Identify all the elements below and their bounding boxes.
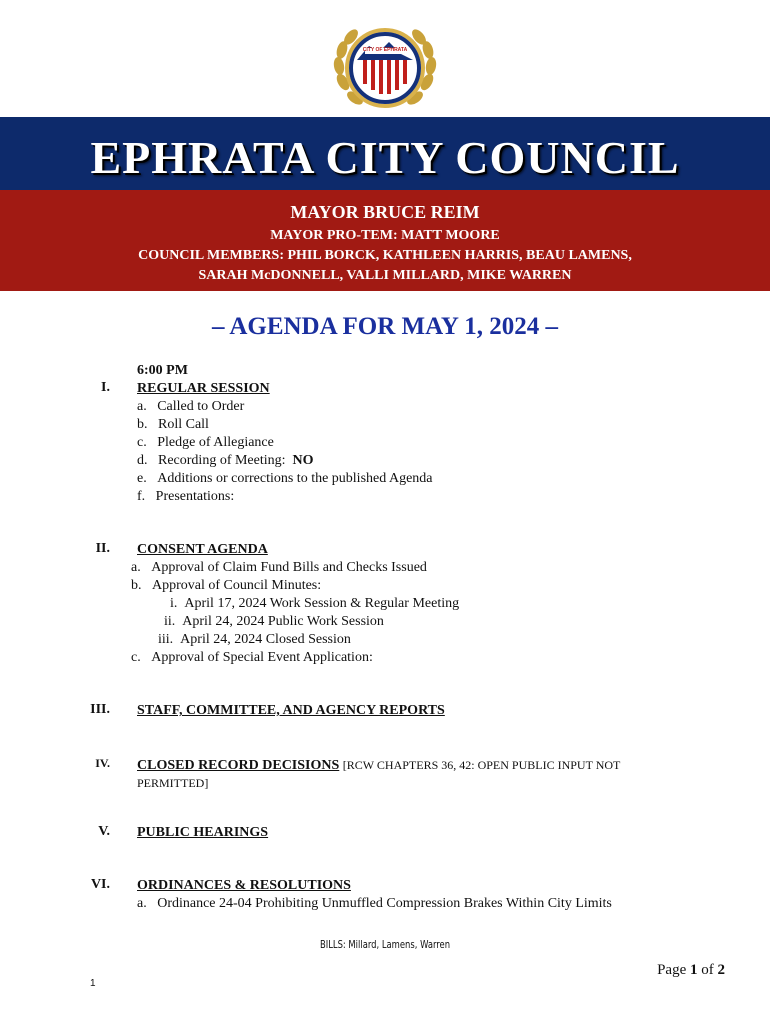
council-members-line-1: COUNCIL MEMBERS: PHIL BORCK, KATHLEEN HARRIS, BEAU LAMENS, [138,248,632,263]
section-heading: CLOSED RECORD DECISIONS [137,758,340,773]
section-heading: REGULAR SESSION [137,381,270,396]
rcw-note: [RCW CHAPTERS 36, 42: OPEN PUBLIC INPUT NOT [342,758,621,772]
page-number: Page 1 of 2 [657,962,725,978]
section-number: III. [90,702,110,717]
title-banner [0,117,770,190]
recording-status: NO [292,453,314,468]
section-number: I. [101,380,110,395]
list-item: b. Approval of Council Minutes: [131,578,322,593]
list-item: a. Ordinance 24-04 Prohibiting Unmuffled Compression Brakes Within City Limits [137,896,612,911]
sub-list-item: ii. April 24, 2024 Public Work Session [164,614,384,629]
section-number: VI. [90,877,110,892]
mayor-pro-tem: MAYOR PRO-TEM: MATT MOORE [270,228,500,243]
council-members-line-2: SARAH McDONNELL, VALLI MILLARD, MIKE WARREN [198,268,572,283]
svg-text:CITY OF EPHRATA: CITY OF EPHRATA [362,47,408,53]
mayor-name: MAYOR BRUCE REIM [290,202,480,222]
section-heading: ORDINANCES & RESOLUTIONS [137,878,351,893]
section-number: V. [98,824,110,839]
section-number: IV. [95,756,110,770]
council-title: EPHRATA CITY COUNCIL [90,132,680,183]
list-item: b. Roll Call [137,417,209,432]
sub-list-item: i. April 17, 2024 Work Session & Regular Meeting [170,596,460,611]
list-item: e. Additions or corrections to the published Agenda [137,471,433,486]
members-banner [0,190,770,291]
list-item: a. Called to Order [137,399,245,414]
section-heading: PUBLIC HEARINGS [137,825,269,840]
agenda-title: – AGENDA FOR MAY 1, 2024 – [211,313,559,340]
list-item: c. Approval of Special Event Application: [131,650,373,665]
session-time: 6:00 PM [137,363,188,378]
list-item: c. Pledge of Allegiance [137,435,274,450]
rcw-note-continued: PERMITTED] [137,776,209,790]
section-heading: STAFF, COMMITTEE, AND AGENCY REPORTS [137,703,445,718]
section-heading: CONSENT AGENDA [137,542,268,557]
bills-note: BILLS: Millard, Lamens, Warren [319,938,451,951]
section-heading-with-note [137,756,620,775]
list-item: a. Approval of Claim Fund Bills and Checks Issued [131,560,427,575]
city-seal-logo [329,20,441,118]
section-number: II. [95,541,110,556]
sub-list-item: iii. April 24, 2024 Closed Session [158,632,351,647]
list-item: d. Recording of Meeting: NO [137,453,314,468]
list-item: f. Presentations: [137,489,235,504]
footer-number: 1 [90,978,96,989]
